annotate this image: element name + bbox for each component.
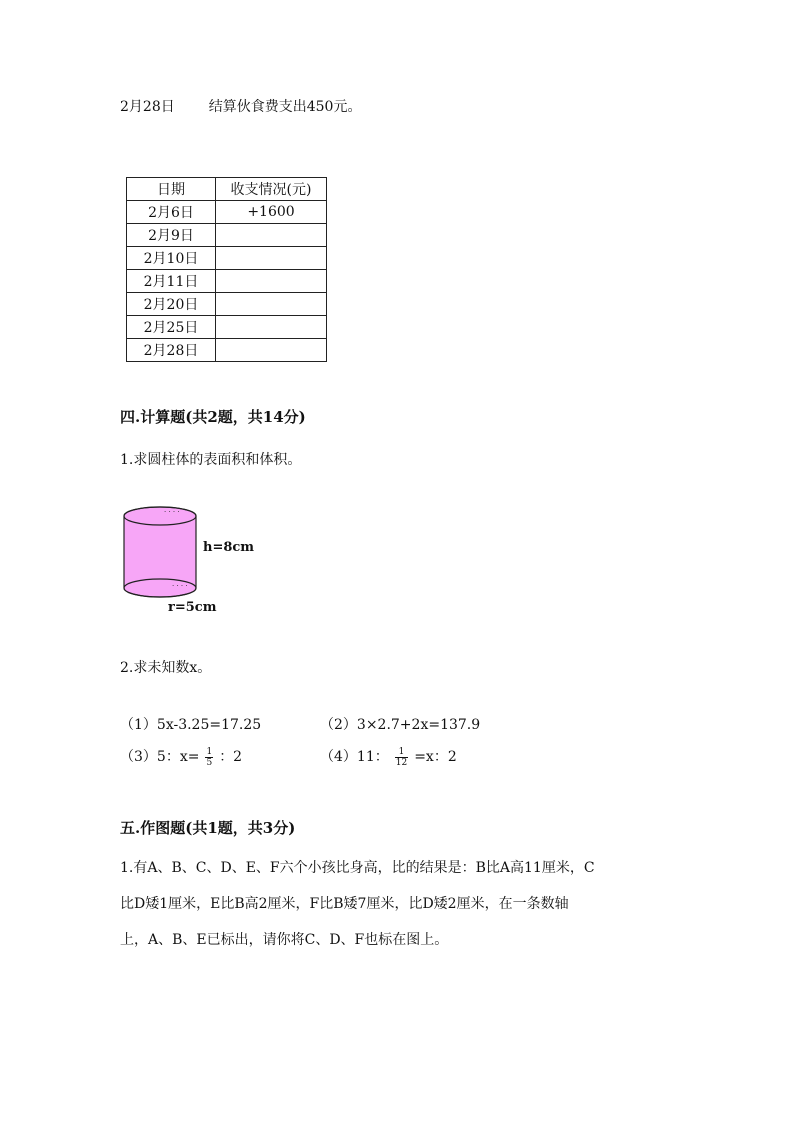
table-row bbox=[127, 316, 327, 339]
fraction-numerator: 1 bbox=[206, 746, 213, 757]
question1-text: 1.求圆柱体的表面积和体积。 bbox=[120, 452, 302, 468]
equation-2: （2）3×2.7+2x=137.9 bbox=[320, 717, 481, 733]
equation-1: （1）5x-3.25=17.25 bbox=[120, 717, 262, 733]
row-value bbox=[216, 270, 327, 293]
row-value bbox=[216, 316, 327, 339]
row-date: 2月6日 bbox=[127, 201, 216, 224]
fraction-denominator: 12 bbox=[395, 757, 408, 768]
expense-line bbox=[120, 96, 361, 116]
table-row bbox=[127, 224, 327, 247]
row-date: 2月11日 bbox=[127, 270, 216, 293]
table-header-row bbox=[127, 178, 327, 201]
cylinder-figure bbox=[118, 500, 202, 602]
row-date: 2月28日 bbox=[127, 339, 216, 362]
cylinder-bottom-dots: · · · · bbox=[172, 582, 188, 590]
income-expense-table bbox=[126, 177, 327, 362]
equation-3-suffix: ：2 bbox=[219, 749, 243, 765]
table-row bbox=[127, 293, 327, 316]
expense-date: 2月28日 bbox=[120, 99, 175, 115]
row-value bbox=[216, 247, 327, 270]
section5-line-1: 1.有A、B、C、D、E、F六个小孩比身高，比的结果是：B比A高11厘米，C bbox=[120, 860, 595, 876]
row-date: 2月9日 bbox=[127, 224, 216, 247]
section5-title: 五.作图题(共1题，共3分) bbox=[120, 819, 296, 837]
table-row bbox=[127, 201, 327, 224]
fraction bbox=[395, 747, 408, 768]
row-value bbox=[216, 339, 327, 362]
table-row bbox=[127, 247, 327, 270]
expense-text: 结算伙食费支出450元。 bbox=[208, 99, 362, 115]
row-date: 2月10日 bbox=[127, 247, 216, 270]
equation-4-suffix: =x：2 bbox=[414, 749, 457, 765]
fraction-numerator: 1 bbox=[395, 747, 408, 758]
row-value bbox=[216, 224, 327, 247]
height-label: h=8cm bbox=[203, 540, 255, 555]
table-row bbox=[127, 339, 327, 362]
section4-title: 四.计算题(共2题，共14分) bbox=[120, 408, 306, 426]
equation-4-prefix: （4）11： bbox=[320, 749, 389, 765]
section5-line-3: 上，A、B、E已标出，请你将C、D、F也标在图上。 bbox=[120, 932, 449, 948]
header-date: 日期 bbox=[127, 178, 216, 201]
equation-3 bbox=[120, 746, 242, 768]
cylinder-top-dots: · · · · bbox=[164, 508, 180, 516]
row-value bbox=[216, 293, 327, 316]
question2-text: 2.求未知数x。 bbox=[120, 660, 212, 676]
header-amount: 收支情况(元) bbox=[216, 178, 327, 201]
row-value: +1600 bbox=[216, 201, 327, 224]
row-date: 2月20日 bbox=[127, 293, 216, 316]
radius-label: r=5cm bbox=[168, 600, 217, 615]
row-date: 2月25日 bbox=[127, 316, 216, 339]
table-row bbox=[127, 270, 327, 293]
equation-3-prefix: （3）5：x= bbox=[120, 749, 200, 765]
fraction bbox=[205, 747, 213, 768]
section5-line-2: 比D矮1厘米，E比B高2厘米，F比B矮7厘米，比D矮2厘米，在一条数轴 bbox=[120, 896, 569, 912]
fraction-denominator: 5 bbox=[206, 757, 213, 768]
equation-4 bbox=[320, 746, 457, 768]
